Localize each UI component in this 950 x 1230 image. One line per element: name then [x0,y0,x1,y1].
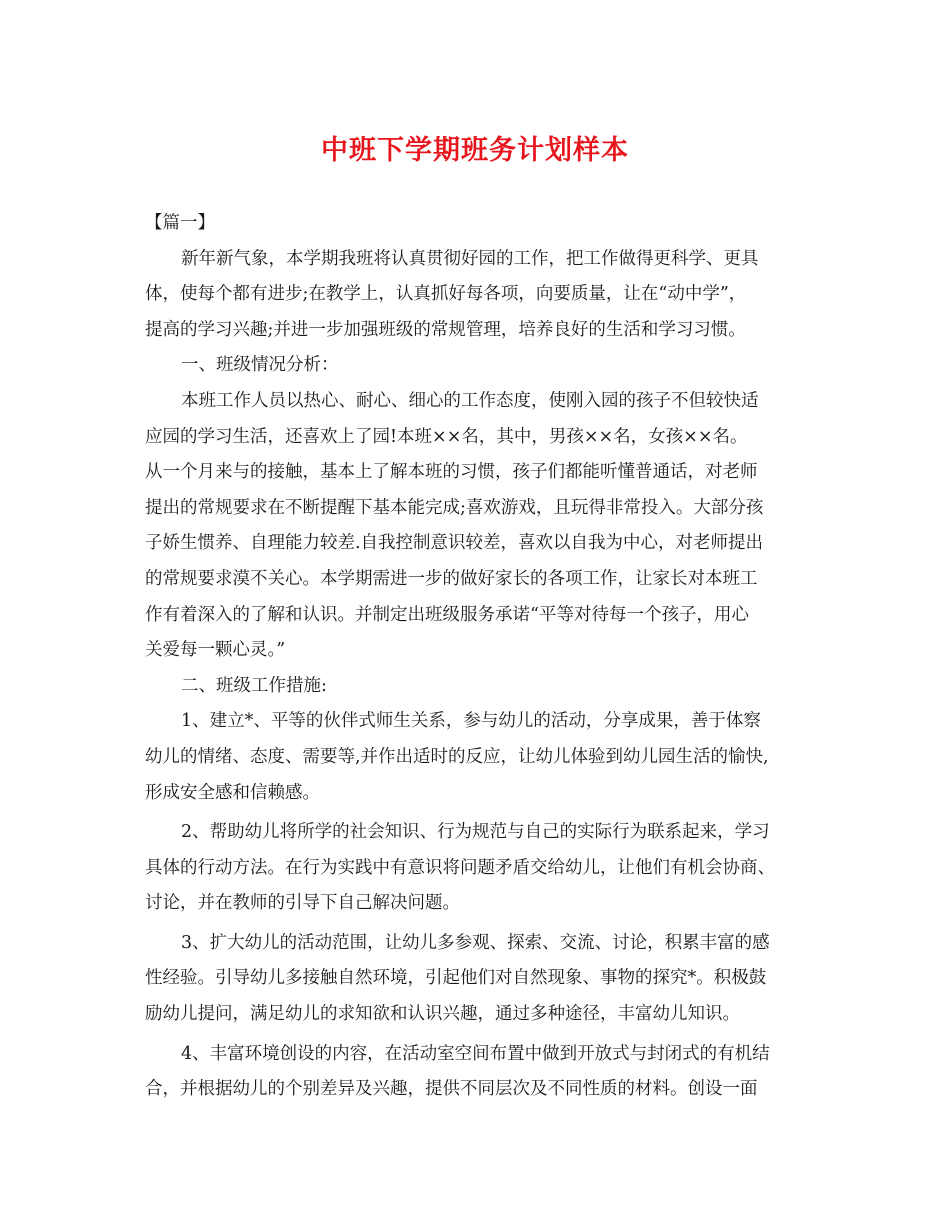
paragraph-line: 1、建立*、平等的伙伴式师生关系，参与幼儿的活动，分享成果，善于体察 [181,711,761,732]
paragraph-line: 本班工作人员以热心、耐心、细心的工作态度，使刚入园的孩子不但较快适 [181,390,759,411]
paragraph-line: 性经验。引导幼儿多接触自然环境，引起他们对自然现象、事物的探究*。积极鼓 [145,968,767,989]
paragraph-line: 应园的学习生活，还喜欢上了园!本班××名，其中，男孩××名，女孩××名。 [145,426,748,447]
paragraph-line: 提出的常规要求在不断提醒下基本能完成;喜欢游戏，且玩得非常投入。大部分孩 [145,497,764,518]
paragraph-line: 从一个月来与的接触，基本上了解本班的习惯，孩子们都能听懂普通话，对老师 [145,462,758,483]
paragraph-line: 具体的行动方法。在行为实践中有意识将问题矛盾交给幼儿，让他们有机会协商、 [145,857,775,878]
document-body [145,206,825,1108]
section-heading: 一、班级情况分析： [181,355,339,376]
paragraph-line: 2、帮助幼儿将所学的社会知识、行为规范与自己的实际行为联系起来，学习 [181,822,770,843]
paragraph-line: 合，并根据幼儿的个别差异及兴趣，提供不同层次及不同性质的材料。创设一面 [145,1079,758,1100]
paragraph-line: 形成安全感和信赖感。 [145,782,320,803]
paragraph-line: 3、扩大幼儿的活动范围，让幼儿多参观、探索、交流、讨论，积累丰富的感 [181,932,770,953]
paragraph-line: 新年新气象，本学期我班将认真贯彻好园的工作，把工作做得更科学、更具 [181,248,759,269]
paragraph-line: 讨论，并在教师的引导下自己解决问题。 [145,893,460,914]
paragraph-line: 关爱每一颗心灵。” [145,640,286,661]
paragraph-line: 幼儿的情绪、态度、需要等,并作出适时的反应，让幼儿体验到幼儿园生活的愉快, [145,746,769,767]
paragraph-line: 4、丰富环境创设的内容，在活动室空间布置中做到开放式与封闭式的有机结 [181,1043,770,1064]
section-heading: 【篇一】 [145,213,215,233]
paragraph-line: 励幼儿提问，满足幼儿的求知欲和认识兴趣，通过多种途径，丰富幼儿知识。 [145,1004,740,1025]
paragraph-line: 作有着深入的了解和认识。并制定出班级服务承诺“平等对待每一个孩子，用心 [145,604,749,625]
paragraph-line: 的常规要求漠不关心。本学期需进一步的做好家长的各项工作，让家长对本班工 [145,568,758,589]
section-heading: 二、班级工作措施: [181,675,327,696]
document-title: 中班下学期班务计划样本 [321,135,629,166]
paragraph-line: 提高的学习兴趣;并进一步加强班级的常规管理，培养良好的生活和学习习惯。 [145,319,746,340]
paragraph-line: 体，使每个都有进步;在教学上，认真抓好每各项，向要质量，让在“动中学”， [145,284,747,305]
paragraph-line: 子娇生惯养、自理能力较差.自我控制意识较差，喜欢以自我为中心，对老师提出 [145,533,764,554]
